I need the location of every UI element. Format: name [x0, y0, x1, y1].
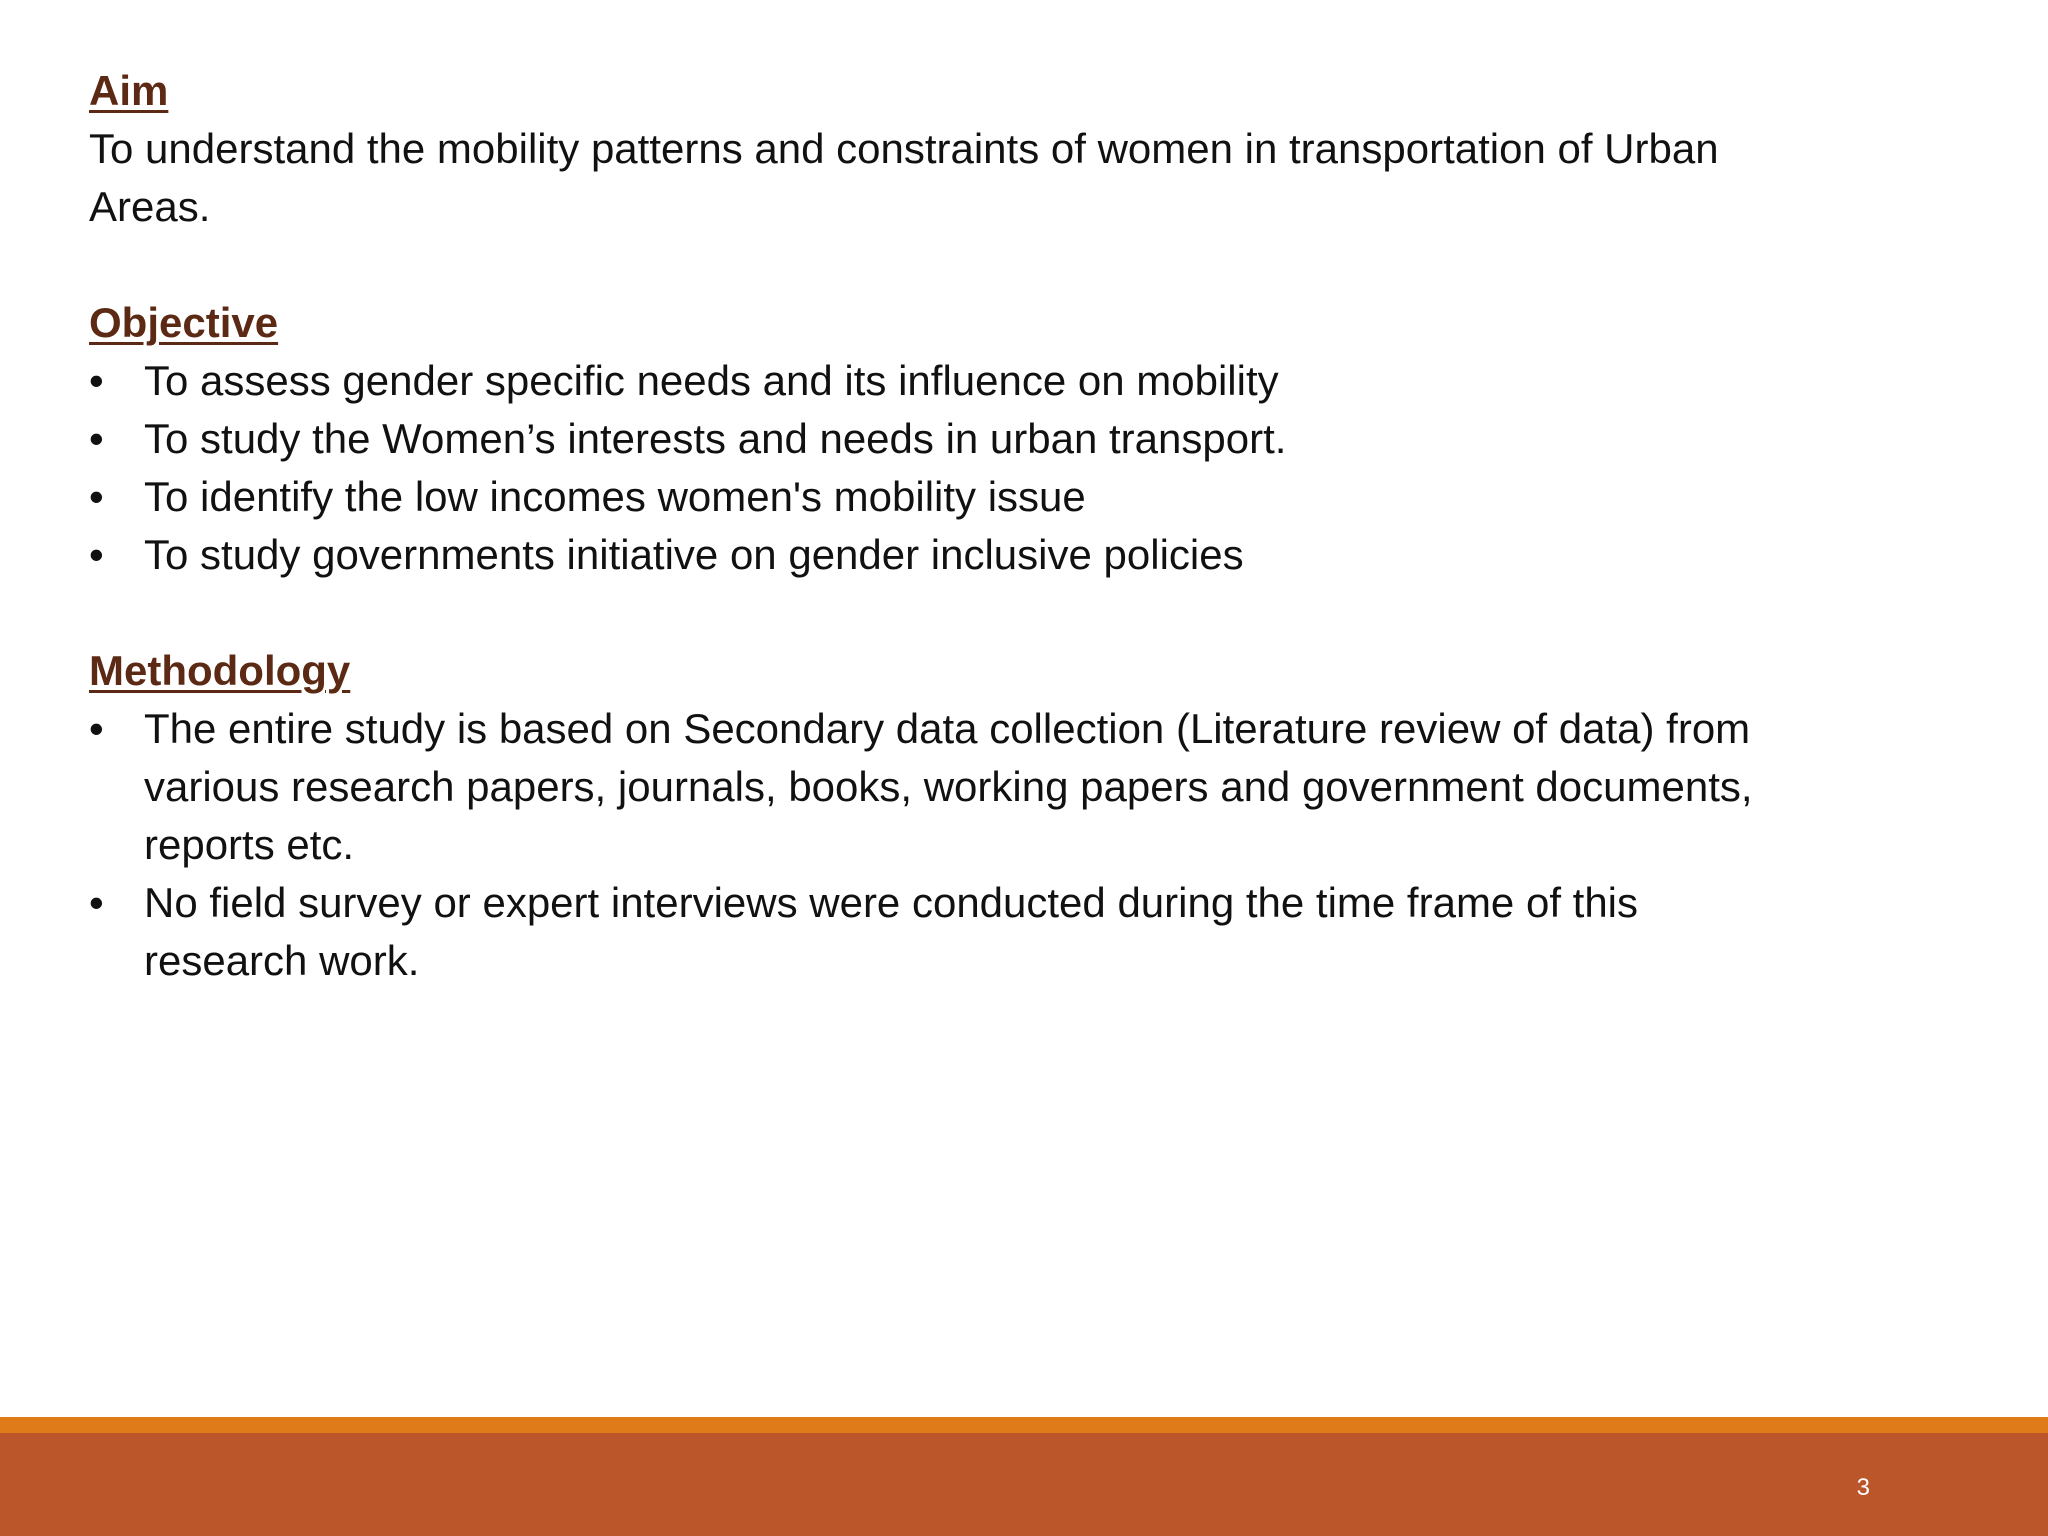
- methodology-item: [89, 700, 1789, 874]
- footer-accent-stripe: [0, 1417, 2048, 1433]
- objective-list: [89, 352, 1809, 584]
- methodology-heading: Methodology: [89, 647, 351, 694]
- spacer: [89, 584, 1809, 642]
- methodology-item-text: No field survey or expert interviews were conducted during the time frame of this research work.: [144, 879, 1639, 984]
- bullet-glyph: •: [89, 879, 104, 926]
- bullet-glyph: •: [89, 531, 104, 578]
- objective-heading: Objective: [89, 299, 279, 346]
- objective-item-text: To study the Women’s interests and needs in urban transport.: [144, 415, 1287, 462]
- objective-item-text: To study governments initiative on gender inclusive policies: [144, 531, 1244, 578]
- objective-item-text: To assess gender specific needs and its influence on mobility: [144, 357, 1279, 404]
- bullet-glyph: •: [89, 415, 104, 462]
- aim-heading: Aim: [89, 67, 169, 114]
- objective-item-text: To identify the low incomes women's mobility issue: [144, 473, 1086, 520]
- spacer: [89, 236, 1809, 294]
- objective-item: [89, 468, 1809, 526]
- objective-item: [89, 352, 1809, 410]
- bullet-glyph: •: [89, 357, 104, 404]
- aim-text: To understand the mobility patterns and constraints of women in transportation of Urban Areas.: [89, 125, 1719, 230]
- methodology-item-text: The entire study is based on Secondary data collection (Literature review of data) from various research papers, journals, books, working papers and government documents, reports etc.: [144, 705, 1753, 868]
- methodology-item: [89, 874, 1789, 990]
- objective-item: [89, 410, 1809, 468]
- objective-item: [89, 526, 1809, 584]
- footer-bar: [0, 1433, 2048, 1536]
- bullet-glyph: •: [89, 705, 104, 752]
- slide-content: [89, 62, 1809, 990]
- page-number: 3: [1856, 1474, 1870, 1501]
- methodology-list: [89, 700, 1789, 990]
- bullet-glyph: •: [89, 473, 104, 520]
